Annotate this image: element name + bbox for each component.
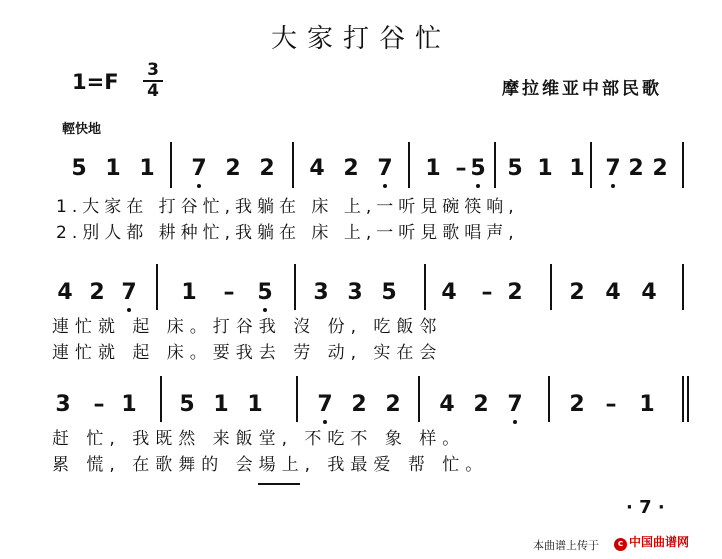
logo-text: 中国曲谱网 <box>629 535 690 549</box>
note: 4 <box>605 280 621 305</box>
note: 4 <box>57 280 73 305</box>
note: 7 <box>121 280 137 305</box>
note: 5 <box>381 280 397 305</box>
note: 4 <box>309 156 325 181</box>
note: 1 <box>537 156 553 181</box>
bar-line <box>424 264 426 310</box>
note: 7 <box>191 156 207 181</box>
note: 1 <box>213 392 229 417</box>
note: 3 <box>55 392 71 417</box>
song-title: 大家打谷忙 <box>270 24 451 54</box>
meter-top: 3 <box>147 60 159 80</box>
note: – <box>223 280 235 305</box>
note: 2 <box>652 156 668 181</box>
note: 4 <box>439 392 455 417</box>
note: 2 <box>473 392 489 417</box>
bar-line <box>682 376 684 422</box>
note: 2 <box>343 156 359 181</box>
site-logo <box>614 533 689 551</box>
key-signature: 1=F <box>72 70 119 94</box>
note: 2 <box>385 392 401 417</box>
note: 2 <box>569 392 585 417</box>
lyric-verse-1: 赶 忙, 我既然 来飯堂, 不吃不 象 样。 <box>52 429 466 449</box>
lower-octave-dot <box>476 184 480 188</box>
bar-line <box>408 142 410 188</box>
bar-line <box>156 264 158 310</box>
lyric-verse-2: 2.別人都 耕种忙,我躺在 床 上,一听見歌唱声, <box>56 223 519 243</box>
bar-line <box>550 264 552 310</box>
note: 2 <box>351 392 367 417</box>
note: – <box>455 156 467 181</box>
time-signature <box>143 62 163 100</box>
note: 1 <box>247 392 263 417</box>
note: 4 <box>441 280 457 305</box>
note: 1 <box>181 280 197 305</box>
bar-line <box>418 376 420 422</box>
note: 1 <box>569 156 585 181</box>
lower-octave-dot <box>383 184 387 188</box>
note: 3 <box>313 280 329 305</box>
note: 5 <box>71 156 87 181</box>
score-row-3 <box>0 374 722 514</box>
bar-line <box>292 142 294 188</box>
note: 5 <box>179 392 195 417</box>
note: 2 <box>225 156 241 181</box>
lyric-underline <box>258 483 300 485</box>
note: 5 <box>257 280 273 305</box>
note: 7 <box>507 392 523 417</box>
bar-line <box>687 376 689 422</box>
meter-bottom: 4 <box>147 81 159 101</box>
bar-line <box>494 142 496 188</box>
note: 2 <box>507 280 523 305</box>
note: 7 <box>317 392 333 417</box>
bar-line <box>294 264 296 310</box>
note: 7 <box>605 156 621 181</box>
lower-octave-dot <box>611 184 615 188</box>
note: 1 <box>639 392 655 417</box>
note: 5 <box>470 156 486 181</box>
bar-line <box>170 142 172 188</box>
bar-line <box>160 376 162 422</box>
note: 3 <box>347 280 363 305</box>
note: 7 <box>377 156 393 181</box>
note: 4 <box>641 280 657 305</box>
logo-icon: c <box>614 538 627 551</box>
note: 2 <box>89 280 105 305</box>
lyric-verse-1: 1.大家在 打谷忙,我躺在 床 上,一听見碗筷响, <box>56 197 519 217</box>
lyric-verse-1: 連忙就 起 床。打谷我 沒 份, 吃飯邻 <box>52 317 443 337</box>
note: 1 <box>105 156 121 181</box>
note: 1 <box>139 156 155 181</box>
note: 2 <box>628 156 644 181</box>
bar-line <box>590 142 592 188</box>
bar-line <box>682 264 684 310</box>
note: 1 <box>425 156 441 181</box>
note: – <box>93 392 105 417</box>
page-number: · 7 · <box>626 497 665 518</box>
tempo-marking: 輕快地 <box>62 122 102 137</box>
note: – <box>481 280 493 305</box>
bar-line <box>296 376 298 422</box>
note: 5 <box>507 156 523 181</box>
lower-octave-dot <box>197 184 201 188</box>
note: 1 <box>121 392 137 417</box>
note: – <box>605 392 617 417</box>
bar-line <box>682 142 684 188</box>
lower-octave-dot <box>513 420 517 424</box>
upload-note: 本曲谱上传于 <box>533 539 599 552</box>
lyric-verse-2: 累 慌, 在歌舞的 会場上, 我最爱 帮 忙。 <box>52 455 489 475</box>
score-row-1 <box>0 138 722 278</box>
bar-line <box>548 376 550 422</box>
note: 2 <box>569 280 585 305</box>
song-origin: 摩拉维亚中部民歌 <box>502 79 662 99</box>
note: 2 <box>259 156 275 181</box>
lyric-verse-2: 連忙就 起 床。要我去 劳 动, 实在会 <box>52 343 443 363</box>
